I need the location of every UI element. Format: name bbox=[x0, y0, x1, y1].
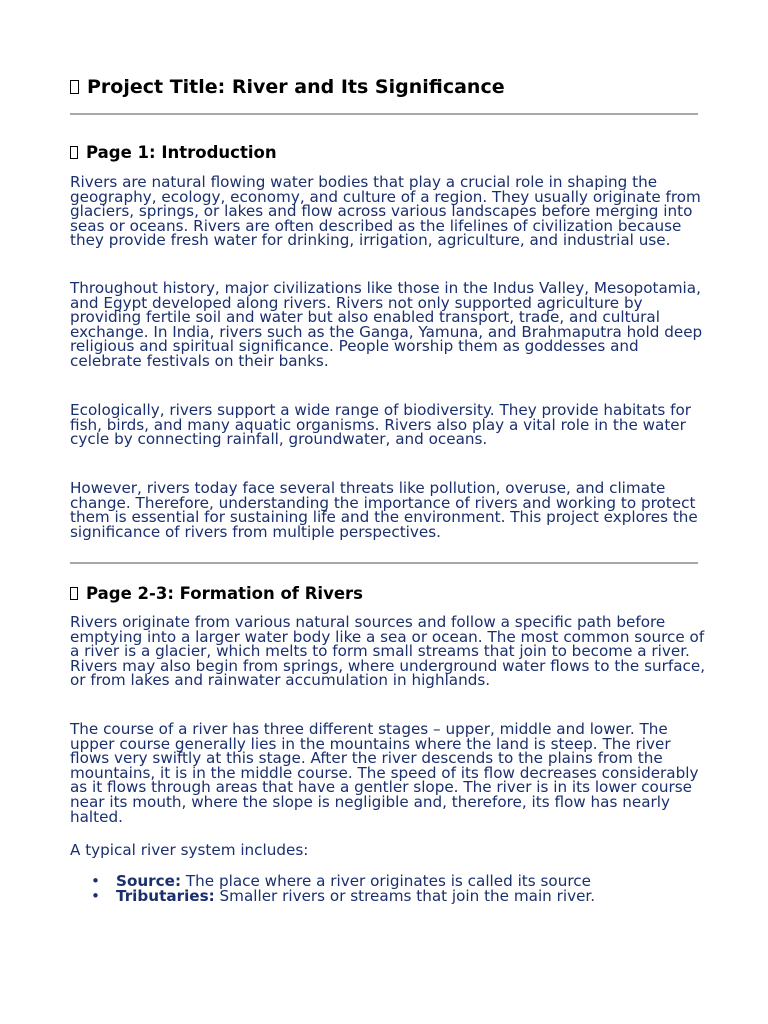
paragraph: However, rivers today face several threats like pollution, overuse, and climate change. Therefore, understanding the importance of rivers and working to protect them is essential for sustaining life and the environment. This project explores the significance of rivers from multiple perspectives. bbox=[70, 479, 698, 541]
list-item bbox=[91, 886, 596, 905]
list-item-term: Tributaries: bbox=[116, 886, 215, 905]
divider bbox=[70, 562, 698, 564]
bullet-icon: • bbox=[91, 872, 100, 890]
section-heading-introduction bbox=[70, 143, 277, 162]
missing-glyph-icon bbox=[70, 587, 78, 600]
paragraph: Rivers originate from various natural sources and follow a specific path before emptying into a larger water body like a sea or ocean. The most common source of a river is a glacier, which melts to form small streams that join to become a river. Rivers may also begin from springs, where underground water flows to the surface, or from lakes and rainwater accumulation in highlands. bbox=[70, 613, 706, 690]
paragraph: The course of a river has three different stages – upper, middle and lower. The upper course generally lies in the mountains where the land is steep. The river flows very swiftly at this stage. After the river descends to the plains from the mountains, it is in the middle course. The speed of its flow decreases considerably as it flows through areas that have a gentler slope. The river is in its lower course near its mouth, where the slope is negligible and, therefore, its flow has nearly halted. bbox=[70, 720, 699, 826]
paragraph: Throughout history, major civilizations like those in the Indus Valley, Mesopotamia, and Egypt developed along rivers. Rivers not only supported agriculture by providing fertile soil and water but also enabled transport, trade, and cultural exchange. In India, rivers such as the Ganga, Yamuna, and Brahmaputra hold deep religious and spiritual significance. People worship them as goddesses and celebrate festivals on their banks. bbox=[70, 279, 703, 370]
page-title-text: Project Title: River and Its Significance bbox=[87, 76, 505, 98]
section-heading-text: Page 1: Introduction bbox=[86, 143, 277, 162]
list-item-term: Source: bbox=[116, 872, 182, 890]
list-item-desc: Smaller rivers or streams that join the main river. bbox=[214, 886, 596, 905]
paragraph: Rivers are natural flowing water bodies that play a crucial role in shaping the geography, ecology, economy, and culture of a region. They usually originate from glaciers, springs, or lakes and flow across various landscapes before merging into seas or oceans. Rivers are often described as the lifelines of civilization because they provide fresh water for drinking, irrigation, agriculture, and industrial use. bbox=[70, 173, 701, 250]
list-item-desc: The place where a river originates is called its source bbox=[181, 872, 591, 890]
divider bbox=[70, 113, 698, 115]
missing-glyph-icon bbox=[70, 80, 79, 94]
page-title bbox=[70, 76, 505, 98]
bullet-icon: • bbox=[91, 886, 100, 905]
section-heading-formation bbox=[70, 584, 363, 603]
paragraph: A typical river system includes: bbox=[70, 841, 309, 859]
river-system-list bbox=[70, 874, 595, 903]
missing-glyph-icon bbox=[70, 146, 78, 159]
paragraph: Ecologically, rivers support a wide range of biodiversity. They provide habitats for fish, birds, and many aquatic organisms. Rivers also play a vital role in the water cycle by connecting rainfall, groundwater, and oceans. bbox=[70, 401, 692, 449]
section-heading-text: Page 2-3: Formation of Rivers bbox=[86, 584, 363, 603]
